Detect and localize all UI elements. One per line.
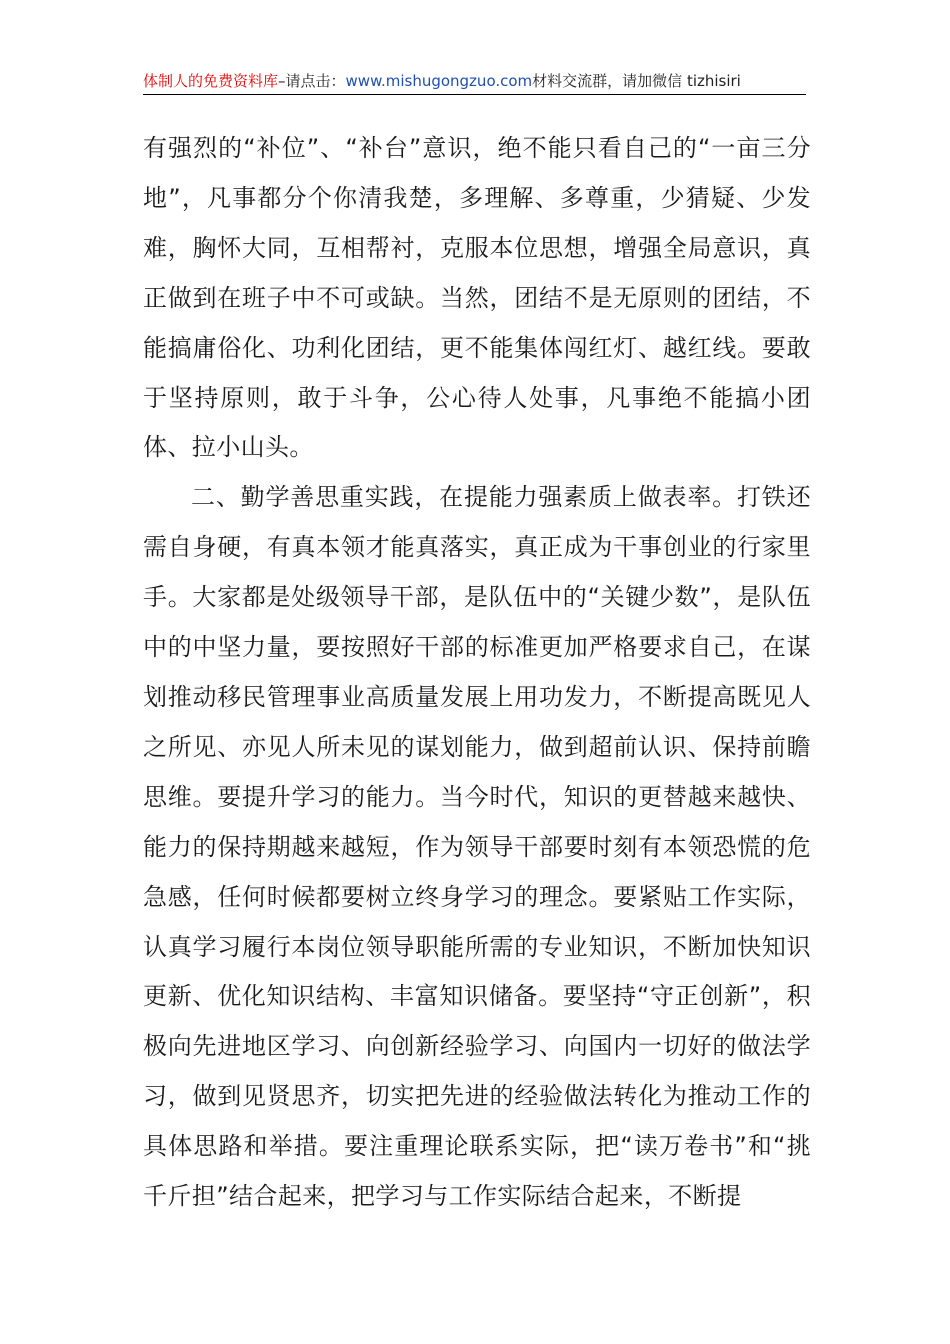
document-body [143, 124, 811, 1222]
header-prompt: –请点击： [278, 72, 346, 90]
paragraph-section-two: 二、勤学善思重实践，在提能力强素质上做表率。打铁还需自身硬，有真本领才能真落实，真正成为干事创业的行家里手。大家都是处级领导干部，是队伍中的“关键少数”，是队伍中的中坚力量，要按照好干部的标准更加严格要求自己，在谋划推动移民管理事业高质量发展上用功发力，不断提高既见人之所见、亦见人所未见的谋划能力，做到超前认识、保持前瞻思维。要提升学习的能力。当今时代，知识的更替越来越快、能力的保持期越来越短，作为领导干部要时刻有本领恐慌的危急感，任何时候都要树立终身学习的理念。要紧贴工作实际，认真学习履行本岗位领导职能所需的专业知识，不断加快知识更新、优化知识结构、丰富知识储备。要坚持“守正创新”，积极向先进地区学习、向创新经验学习、向国内一切好的做法学习，做到见贤思齐，切实把先进的经验做法转化为推动工作的具体思路和举措。要注重理论联系实际，把“读万卷书”和“挑千斤担”结合起来，把学习与工作实际结合起来，不断提 [143, 483, 811, 1211]
header-note: 材料交流群，请加微信 tizhisiri [532, 72, 741, 90]
header-brand: 体制人的免费资料库 [143, 72, 279, 90]
page-header [143, 70, 806, 95]
header-url-link[interactable]: www.mishugongzuo.com [345, 72, 533, 90]
paragraph-continued: 有强烈的“补位”、“补台”意识，绝不能只看自己的“一亩三分地”，凡事都分个你清我楚，多理解、多尊重，少猜疑、少发难，胸怀大同，互相帮衬，克服本位思想，增强全局意识，真正做到在班子中不可或缺。当然，团结不是无原则的团结，不能搞庸俗化、功利化团结，更不能集体闯红灯、越红线。要敢于坚持原则，敢于斗争，公心待人处事，凡事绝不能搞小团体、拉小山头。 [143, 134, 811, 462]
